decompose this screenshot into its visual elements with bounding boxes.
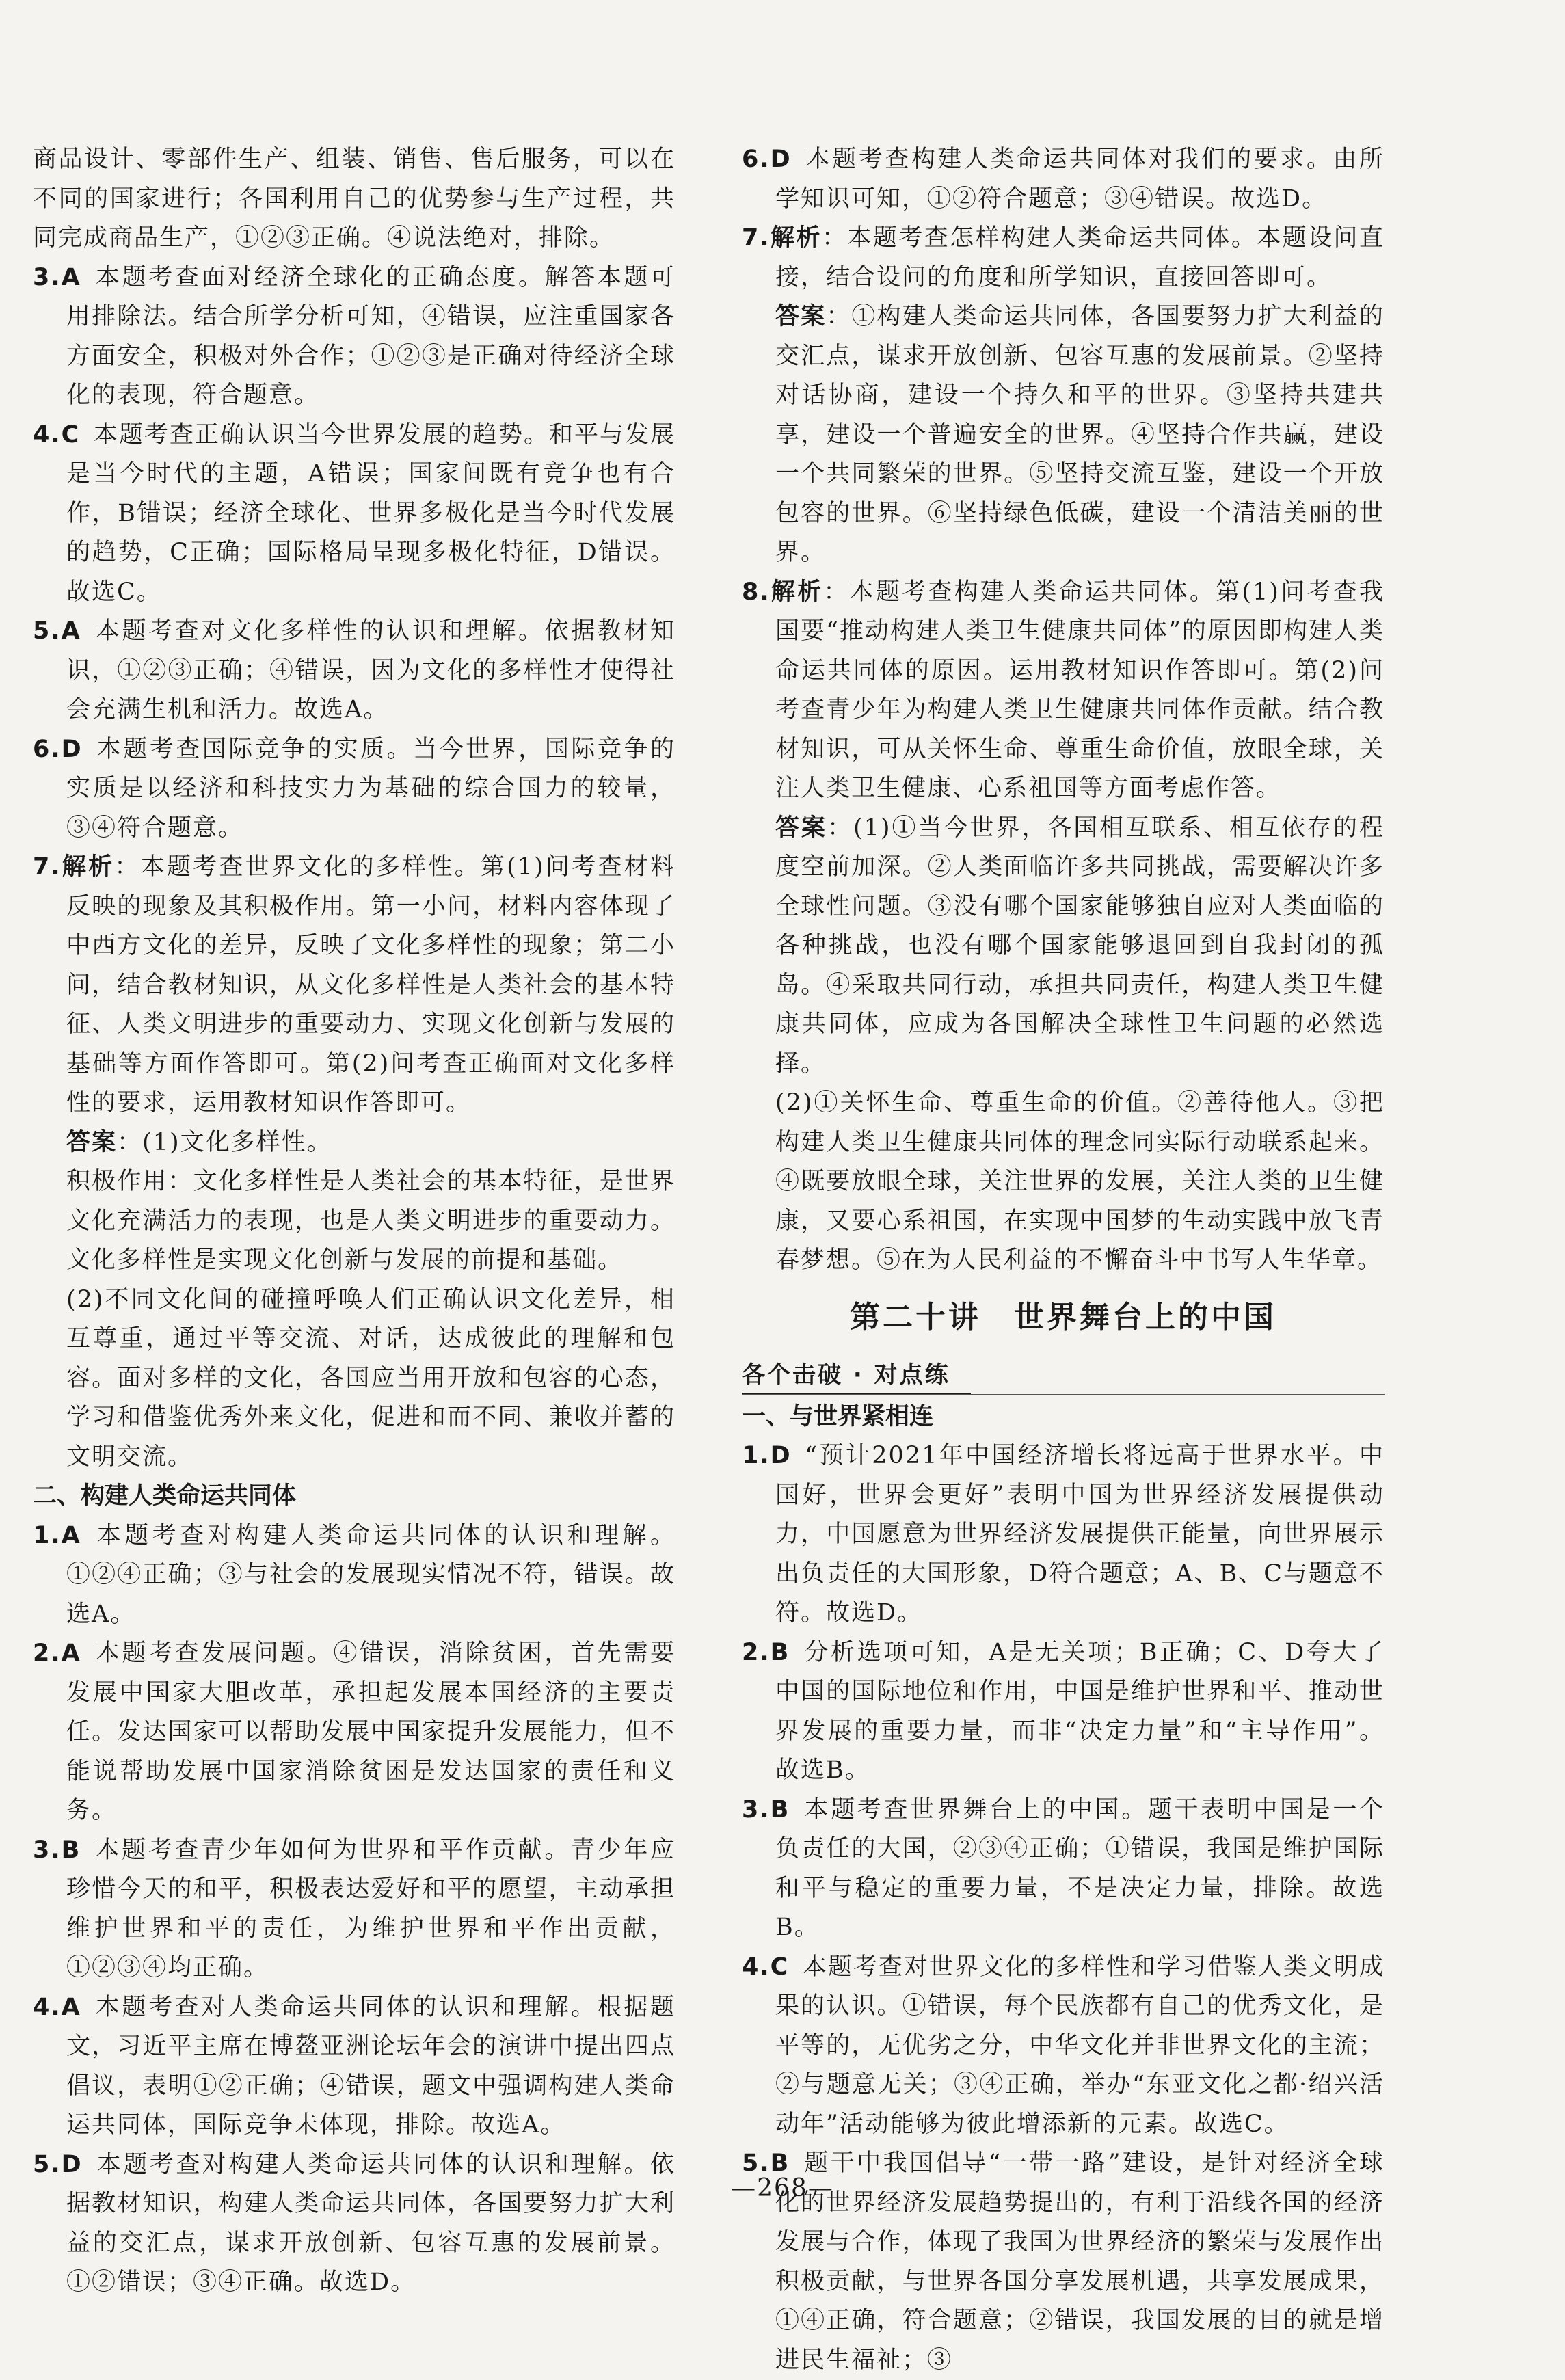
chapter-title: 第二十讲 世界舞台上的中国 [850,1299,1276,1335]
answer-7-paragraph-3: (2)不同文化间的碰撞呼唤人们正确认识文化差异，相互尊重，通过平等交流、对话，达成彼此的理解和包容。面对多样的文化，各国应当用开放和包容的心态，学习和借鉴优秀外来文化，促进和而不同、兼收并蓄的文明交流。 [66,1285,676,1471]
analysis-label: 解析 [770,224,822,252]
answer-c1 [742,1436,1385,1633]
answer-text: 分析选项可知，A是无关项；B正确；C、D夸大了中国的国际地位和作用，中国是维护世界和平、推动世界发展的重要力量，而非“决定力量”和“主导作用”。故选B。 [775,1638,1385,1784]
answer-text: “预计2021年中国经济增长将远高于世界水平。中国好，世界会更好”表明中国为世界经济发展提供动力，中国愿意为世界经济发展提供正能量，向世界展示出负责任的大国形象，D符合题意；A、B、C与题意不符。故选D。 [775,1442,1385,1627]
analysis-label: 解析 [770,578,824,606]
answer-text: 本题考查对人类命运共同体的认识和理解。根据题文，习近平主席在博鳌亚洲论坛年会的演讲中提出四点倡议，表明①②正确；④错误，题文中强调构建人类命运共同体，国际竞争未体现，排除。故选A。 [66,1993,676,2139]
answer-b6 [742,140,1385,219]
question-number: 7. [742,224,771,252]
answer-b7-key: 答案：①构建人类命运共同体，各国要努力扩大利益的交汇点，谋求开放创新、包容互惠的发展前景。②坚持对话协商，建设一个持久和平的世界。③坚持共建共享，建设一个普遍安全的世界。④坚持合作共赢，建设一个共同繁荣的世界。⑤坚持交流互鉴，建设一个开放包容的世界。⑥坚持绿色低碳，建设一个清洁美丽的世界。 [775,303,1385,566]
answer-b2 [33,1634,676,1831]
question-number: 6.D [33,735,83,763]
answer-label: 答案 [66,1128,118,1156]
answer-text: 本题考查青少年如何为世界和平作贡献。青少年应珍惜今天的和平，积极表达爱好和平的愿望，主动承担维护世界和平的责任，为维护世界和平作出贡献，①②③④均正确。 [66,1836,676,1981]
right-column [742,140,1385,2380]
answer-b8-key: 答案：(1)①当今世界，各国相互联系、相互依存的程度空前加深。②人类面临许多共同挑战，需要解决许多全球性问题。③没有哪个国家能够独自应对人类面临的各种挑战，也没有哪个国家能够退回到自我封闭的孤岛。④采取共同行动，承担共同责任，构建人类卫生健康共同体，应成为各国解决全球性卫生问题的必然选择。 [775,814,1385,1078]
answer-text: 本题考查对文化多样性的认识和理解。依据教材知识，①②③正确；④错误，因为文化的多样性才使得社会充满生机和活力。故选A。 [66,617,676,723]
answer-5 [33,612,676,730]
answer-b4 [33,1988,676,2145]
question-number: 4.C [33,420,81,449]
answer-text: 本题考查面对经济全球化的正确态度。解答本题可用排除法。结合所学分析可知，④错误，应注重国家各方面安全，积极对外合作；①②③是正确对待经济全球化的表现，符合题意。 [66,263,676,409]
answer-7-paragraph-2: 积极作用：文化多样性是人类社会的基本特征，是世界文化充满活力的表现，也是人类文明进步的重要动力。文化多样性是实现文化创新与发展的前提和基础。 [66,1168,676,1274]
question-number: 4.A [33,1993,81,2021]
question-number: 3.B [33,1836,81,1864]
answer-text: 本题考查对世界文化的多样性和学习借鉴人类文明成果的认识。①错误，每个民族都有自己的优秀文化，是平等的，无优劣之分，中华文化并非世界文化的主流；②与题意无关；③④正确，举办“东亚文化之都·绍兴活动年”活动能够为彼此增添新的元素。故选C。 [775,1953,1385,2138]
answer-4 [33,416,676,613]
analysis-label: 解析 [61,853,115,881]
answer-text: 本题考查对构建人类命运共同体的认识和理解。①②④正确；③与社会的发展现实情况不符，错误。故选A。 [66,1521,676,1628]
answer-text: 本题考查世界文化的多样性。第(1)问考查材料反映的现象及其积极作用。第一小问，材料内容体现了中西方文化的差异，反映了文化多样性的现象；第二小问，结合教材知识，从文化多样性是人类社会的基本特征、人类文明进步的重要动力、实现文化创新与发展的基础等方面作答即可。第(2)问考查正确面对文化多样性的要求，运用教材知识作答即可。 [66,853,676,1117]
question-number: 3.B [742,1795,790,1823]
subhead: 各个击破 · 对点练 [742,1357,971,1394]
answer-text: 本题考查世界舞台上的中国。题干表明中国是一个负责任的大国，②③④正确；①错误，我国是维护国际和平与稳定的重要力量，不是决定力量，排除。故选B。 [775,1795,1385,1941]
answer-text: 题干中我国倡导“一带一路”建设，是针对经济全球化的世界经济发展趋势提出的，有利于沿线各国的经济发展与合作，体现了我国为世界经济的繁荣与发展作出积极贡献，与世界各国分享发展机遇，共享发展成果，①④正确，符合题意；②错误，我国发展的目的就是增进民生福祉；③ [775,2150,1385,2374]
answer-b7: 7.解析：本题考查怎样构建人类命运共同体。本题设问直接，结合设问的角度和所学知识，直接回答即可。 [742,224,1385,291]
answer-7-key: 答案：(1)文化多样性。 [66,1128,332,1156]
answer-text: 本题考查正确认识当今世界发展的趋势。和平与发展是当今时代的主题，A错误；国家间既有竞争也有合作，B错误；经济全球化、世界多极化是当今时代发展的趋势，C正确；国际格局呈现多极化特征，D错误。故选C。 [66,420,676,606]
question-number: 3.A [33,263,81,291]
answer-c2 [742,1633,1385,1791]
answer-text: 本题考查构建人类命运共同体。第(1)问考查我国要“推动构建人类卫生健康共同体”的原因即构建人类命运共同体的原因。运用教材知识作答即可。第(2)问考查青少年为构建人类卫生健康共同体作贡献。结合教材知识，可从关怀生命、尊重生命价值，放眼全球，关注人类卫生健康、心系祖国等方面考虑作答。 [775,578,1385,802]
answer-b1 [33,1516,676,1635]
section-heading-2: 二、构建人类命运共同体 [33,1482,297,1510]
question-number: 5.A [33,617,81,645]
answer-c4 [742,1948,1385,2145]
answer-b8: 8.解析：本题考查构建人类命运共同体。第(1)问考查我国要“推动构建人类卫生健康共同体”的原因即构建人类命运共同体的原因。运用教材知识作答即可。第(2)问考查青少年为构建人类卫生健康共同体作贡献。结合教材知识，可从关怀生命、尊重生命价值，放眼全球，关注人类卫生健康、心系祖国等方面考虑作答。 [742,578,1385,802]
question-number: 6.D [742,146,792,173]
answer-text: 本题考查构建人类命运共同体对我们的要求。由所学知识可知，①②符合题意；③④错误。故选D。 [775,146,1385,213]
question-number: 7. [33,853,62,881]
answer-text: (1)文化多样性。 [142,1128,332,1156]
answer-7: 7.解析：本题考查世界文化的多样性。第(1)问考查材料反映的现象及其积极作用。第一小问，材料内容体现了中西方文化的差异，反映了文化多样性的现象；第二小问，结合教材知识，从文化多样性是人类社会的基本特征、人类文明进步的重要动力、实现文化创新与发展的基础等方面作答即可。第(2)问考查正确面对文化多样性的要求，运用教材知识作答即可。 [33,853,676,1117]
question-number: 1.D [742,1442,792,1469]
answer-label: 答案 [775,814,827,842]
answer-text: (1)①当今世界，各国相互联系、相互依存的程度空前加深。②人类面临许多共同挑战，需要解决许多全球性问题。③没有哪个国家能够独自应对人类面临的各种挑战，也没有哪个国家能够退回到自我封闭的孤岛。④采取共同行动，承担共同责任，构建人类卫生健康共同体，应成为各国解决全球性卫生问题的必然选择。 [775,814,1385,1078]
answer-b5 [33,2145,676,2303]
question-number: 2.A [33,1640,81,1667]
question-number: 1.A [33,1521,81,1549]
question-number: 4.C [742,1953,790,1981]
question-number: 8. [742,578,771,606]
answer-6 [33,730,676,848]
question-number: 5.B [742,2150,790,2177]
section-heading-1: 一、与世界紧相连 [742,1402,934,1430]
answer-text: 本题考查对构建人类命运共同体的认识和理解。依据教材知识，构建人类命运共同体，各国要努力扩大利益的交汇点，谋求开放创新、包容互惠的发展前景。①②错误；③④正确。故选D。 [66,2150,676,2296]
answer-b8-paragraph-2: (2)①关怀生命、尊重生命的价值。②善待他人。③把构建人类卫生健康共同体的理念同实际行动联系起来。④既要放眼全球，关注世界的发展，关注人类的卫生健康，又要心系祖国，在实现中国梦的生动实践中放飞青春梦想。⑤在为人民利益的不懈奋斗中书写人生华章。 [775,1089,1385,1274]
page-number: —268— [731,2174,834,2202]
answer-label: 答案 [775,303,827,330]
answer-text: 本题考查怎样构建人类命运共同体。本题设问直接，结合设问的角度和所学知识，直接回答即可。 [775,224,1385,291]
answer-text: ①构建人类命运共同体，各国要努力扩大利益的交汇点，谋求开放创新、包容互惠的发展前景。②坚持对话协商，建设一个持久和平的世界。③坚持共建共享，建设一个普遍安全的世界。④坚持合作共赢，建设一个共同繁荣的世界。⑤坚持交流互鉴，建设一个开放包容的世界。⑥坚持绿色低碳，建设一个清洁美丽的世界。 [775,303,1385,566]
answer-c3 [742,1791,1385,1948]
question-number: 2.B [742,1638,790,1666]
question-number: 5.D [33,2150,83,2178]
intro-paragraph: 商品设计、零部件生产、组装、销售、售后服务，可以在不同的国家进行；各国利用自己的优势参与生产过程，共同完成商品生产，①②③正确。④说法绝对，排除。 [33,146,676,252]
answer-text: 本题考查国际竞争的实质。当今世界，国际竞争的实质是以经济和科技实力为基础的综合国力的较量，③④符合题意。 [66,735,676,842]
answer-b3 [33,1831,676,1988]
left-column [33,140,676,2303]
answer-3 [33,258,676,416]
subhead-rule [742,1357,1385,1395]
answer-text: 本题考查发展问题。④错误，消除贫困，首先需要发展中国家大胆改革，承担起发展本国经济的主要责任。发达国家可以帮助发展中国家提升发展能力，但不能说帮助发展中国家消除贫困是发达国家的责任和义务。 [66,1640,676,1824]
